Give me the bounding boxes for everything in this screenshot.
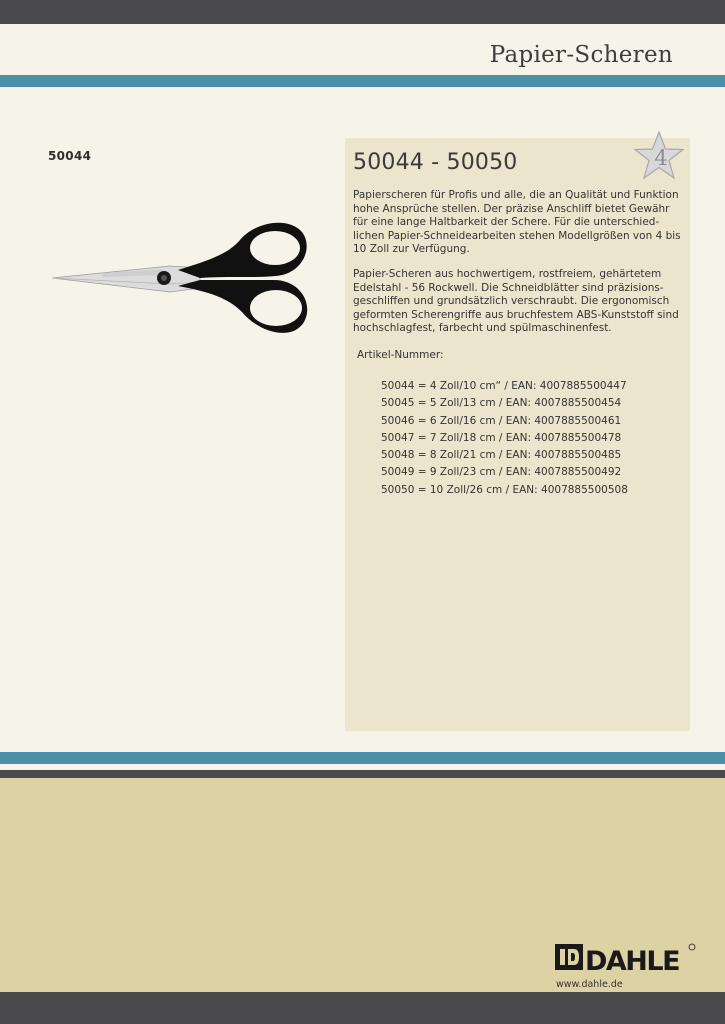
article-item: 50047 = 7 Zoll/18 cm / EAN: 4007885500478 xyxy=(381,431,622,444)
article-list xyxy=(381,378,628,499)
product-info-panel xyxy=(345,138,690,731)
description-paragraph: Papierscheren für Profis und alle, die an Qualität und Funktion hohe Ansprüche stellen. Der präzise Anschliff bietet Gewähr für eine lange Haltbarkeit der Schere. Für die unterschied- lichen Papier-Schneidearbeiten stehen Modellgrößen von 4 bis 10 Zoll zur Verfügung. xyxy=(353,189,681,256)
footer-dark-rule xyxy=(0,770,725,778)
product-code-label: 50044 xyxy=(48,149,92,163)
star-badge-icon xyxy=(631,130,687,184)
article-item: 50046 = 6 Zoll/16 cm / EAN: 4007885500461 xyxy=(381,414,622,427)
badge-number: 4 xyxy=(654,146,668,170)
article-item: 50044 = 4 Zoll/10 cm“ / EAN: 4007885500447 xyxy=(381,380,627,392)
dahle-logo xyxy=(555,941,697,973)
article-item: 50049 = 9 Zoll/23 cm / EAN: 4007885500492 xyxy=(381,466,622,479)
article-item: 50050 = 10 Zoll/26 cm / EAN: 4007885500508 xyxy=(381,483,628,496)
footer-divider xyxy=(0,752,725,764)
article-item: 50048 = 8 Zoll/21 cm / EAN: 4007885500485 xyxy=(381,449,622,462)
website-url: www.dahle.de xyxy=(556,979,623,990)
scissors-image xyxy=(50,218,312,344)
bottom-band xyxy=(0,992,725,1024)
article-item: 50045 = 5 Zoll/13 cm / EAN: 4007885500454 xyxy=(381,397,622,410)
logo-wordmark: DAHLE xyxy=(585,946,680,973)
material-paragraph: Papier-Scheren aus hochwertigem, rostfreiem, gehärtetem Edelstahl - 56 Rockwell. Die Schneidblätter sind präzisions- geschliffen und grundsätzlich verschraubt. Die ergonomisch geformten Scherengriffe aus bruchfestem ABS-Kunststoff sind hochschlagfest, farbecht und spülmaschinenfest. xyxy=(353,268,679,335)
product-range-title: 50044 - 50050 xyxy=(353,150,518,175)
article-number-label: Artikel-Nummer: xyxy=(357,349,444,361)
top-band xyxy=(0,0,725,24)
page-title: Papier-Scheren xyxy=(489,42,673,68)
header-divider xyxy=(0,75,725,87)
